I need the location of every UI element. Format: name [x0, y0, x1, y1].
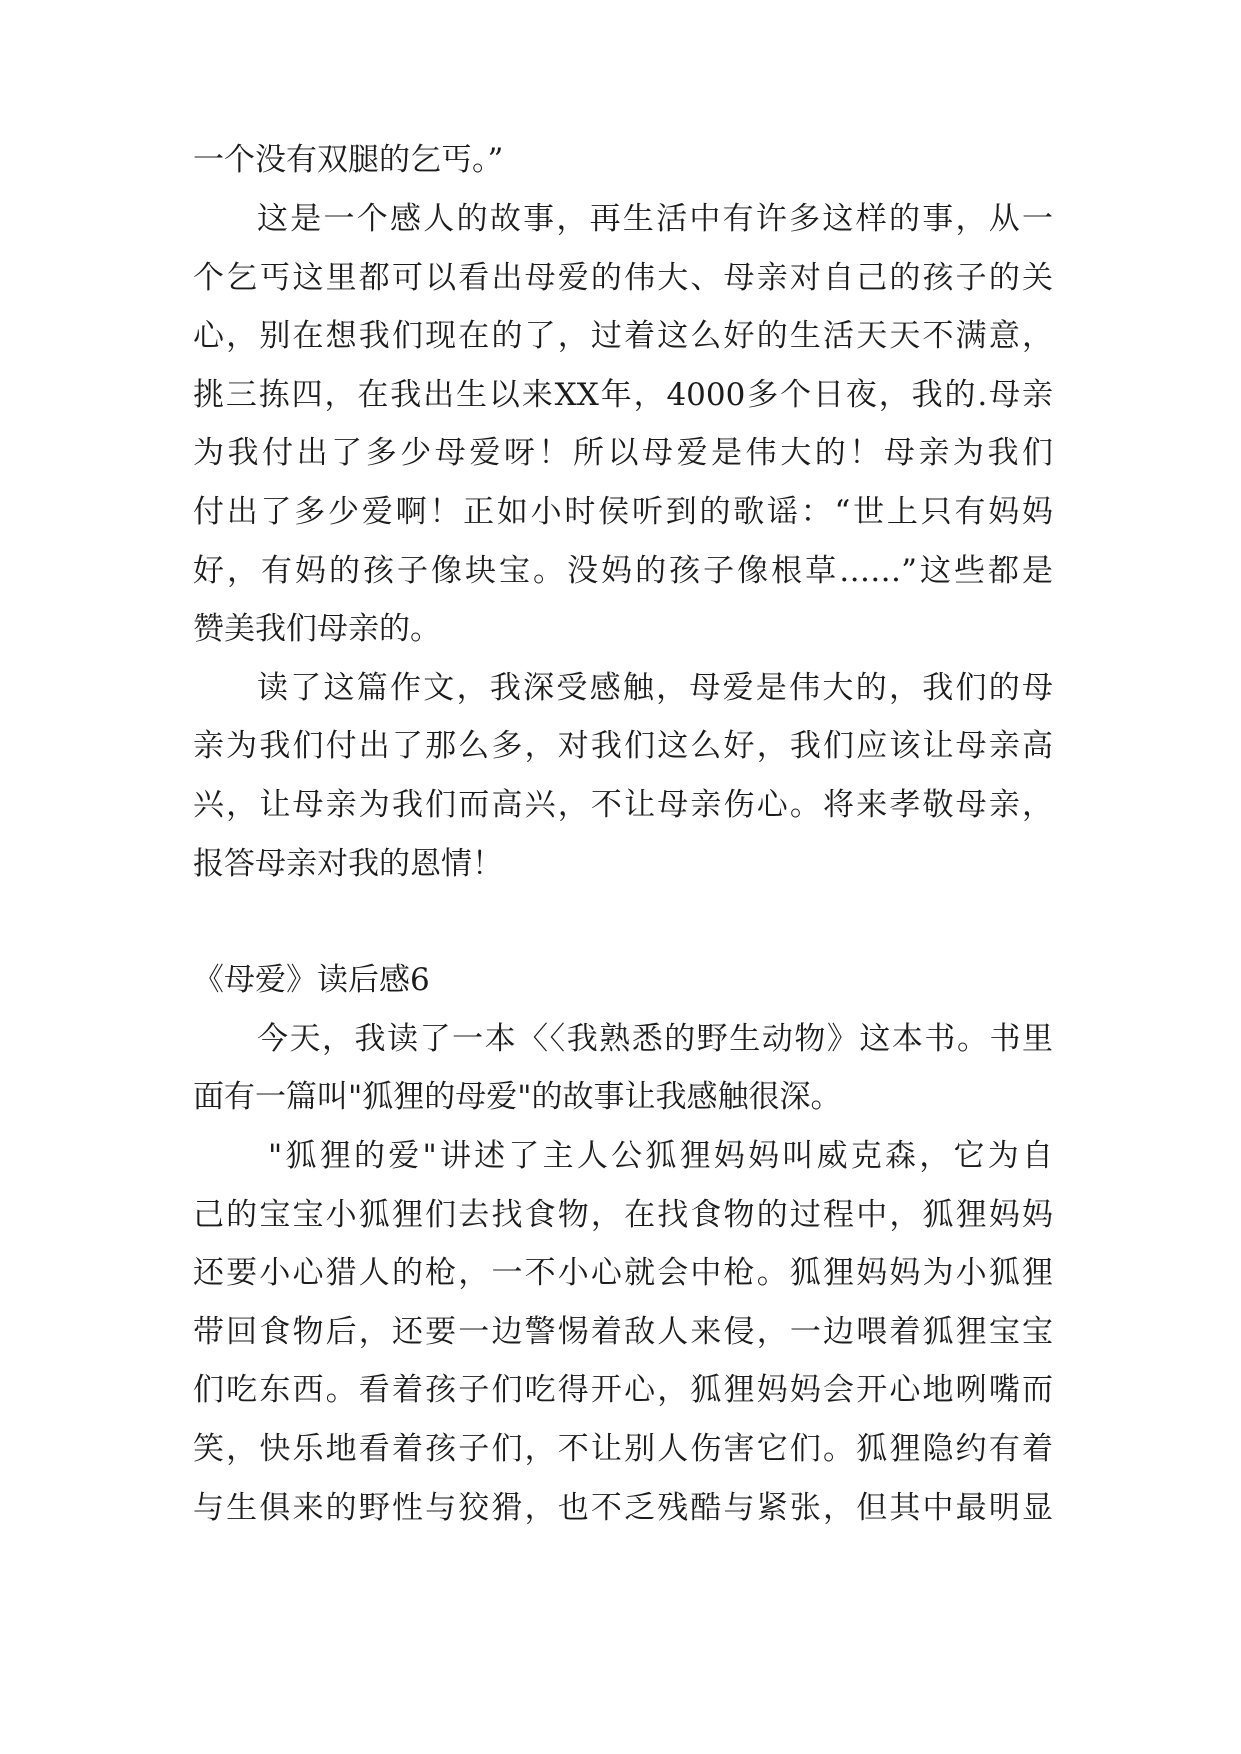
text-line: 挑三拣四，在我出生以来XX年，4000多个日夜，我的.母亲 [193, 377, 1053, 413]
section-heading: 《母爱》读后感6 [193, 962, 430, 998]
text-line: 己的宝宝小狐狸们去找食物，在找食物的过程中，狐狸妈妈 [193, 1197, 1053, 1233]
text-line: 这是一个感人的故事，再生活中有许多这样的事，从一 [257, 201, 1053, 237]
text-line: 一个没有双腿的乞丐。” [193, 142, 504, 178]
text-line: 报答母亲对我的恩情！ [193, 846, 503, 882]
text-line: 读了这篇作文，我深受感触，母爱是伟大的，我们的母 [257, 670, 1053, 706]
text-line: 今天，我读了一本〈〈我熟悉的野生动物》这本书。书里 [257, 1021, 1053, 1057]
text-line: 为我付出了多少母爱呀！所以母爱是伟大的！母亲为我们 [193, 435, 1053, 471]
text-line: 个乞丐这里都可以看出母爱的伟大、母亲对自己的孩子的关 [193, 260, 1053, 296]
text-line: 付出了多少爱啊！正如小时侯听到的歌谣：“世上只有妈妈 [193, 494, 1053, 530]
text-line: "狐狸的爱"讲述了主人公狐狸妈妈叫威克森，它为自 [268, 1138, 1053, 1174]
text-line: 笑，快乐地看着孩子们，不让别人伤害它们。狐狸隐约有着 [193, 1431, 1053, 1467]
text-line: 心，别在想我们现在的了，过着这么好的生活天天不满意， [193, 318, 1053, 354]
text-line: 还要小心猎人的枪，一不小心就会中枪。狐狸妈妈为小狐狸 [193, 1255, 1053, 1291]
text-line: 赞美我们母亲的。 [193, 611, 441, 647]
text-line: 们吃东西。看着孩子们吃得开心，狐狸妈妈会开心地咧嘴而 [193, 1372, 1053, 1408]
text-line: 与生俱来的野性与狡猾，也不乏残酷与紧张，但其中最明显 [193, 1490, 1053, 1526]
text-line: 好，有妈的孩子像块宝。没妈的孩子像根草……”这些都是 [193, 553, 1053, 589]
text-line: 面有一篇叫"狐狸的母爱"的故事让我感触很深。 [193, 1079, 842, 1115]
text-line: 兴，让母亲为我们而高兴，不让母亲伤心。将来孝敬母亲， [193, 787, 1053, 823]
text-line: 带回食物后，还要一边警惕着敌人来侵，一边喂着狐狸宝宝 [193, 1314, 1053, 1350]
text-line: 亲为我们付出了那么多，对我们这么好，我们应该让母亲高 [193, 728, 1053, 764]
